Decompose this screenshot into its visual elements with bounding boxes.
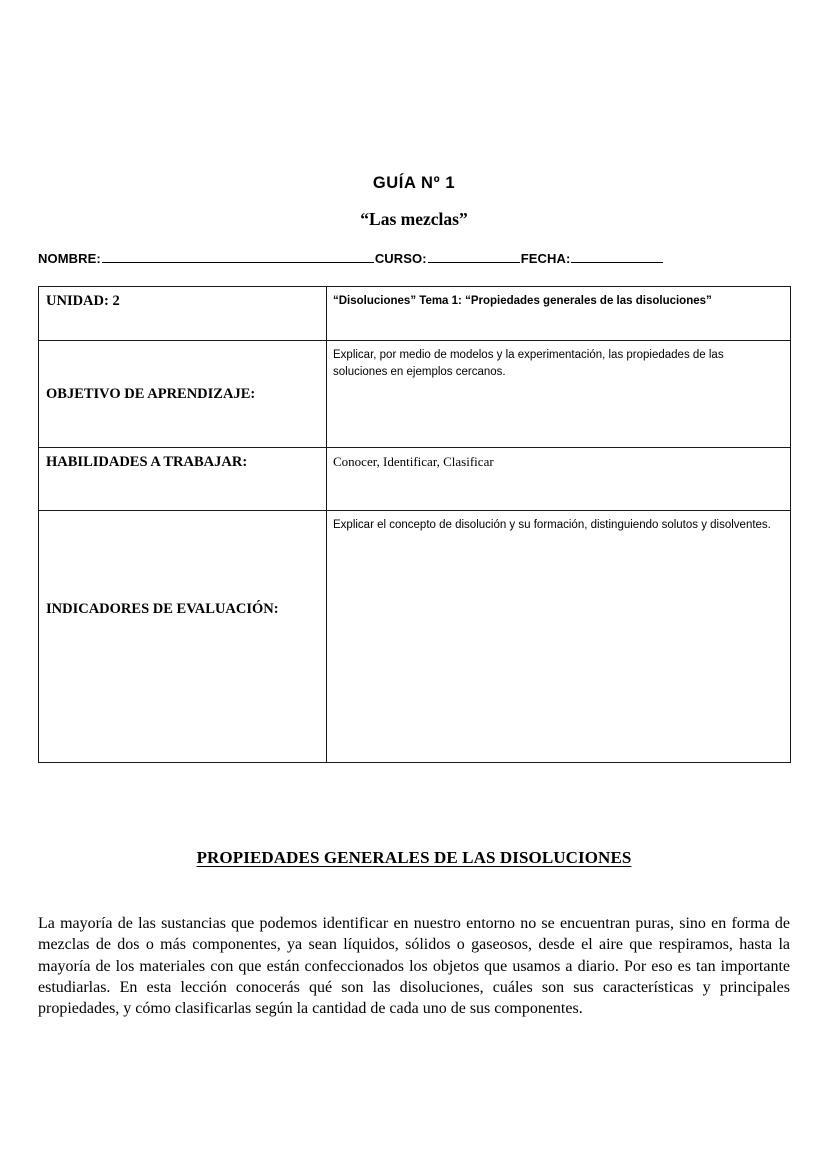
section-heading: PROPIEDADES GENERALES DE LAS DISOLUCIONES bbox=[196, 848, 632, 867]
nombre-label: NOMBRE: bbox=[38, 251, 101, 266]
indicadores-label: INDICADORES DE EVALUACIÓN: bbox=[46, 601, 279, 617]
table-row bbox=[39, 511, 791, 763]
curso-label: CURSO: bbox=[374, 251, 427, 266]
curso-input[interactable] bbox=[428, 251, 520, 263]
indicadores-value-cell bbox=[327, 511, 791, 763]
objetivo-value: Explicar, por medio de modelos y la experimentación, las propiedades de las soluciones en ejemplos cercanos. bbox=[333, 349, 724, 379]
table-row bbox=[39, 287, 791, 341]
page-title: GUÍA Nº 1 bbox=[372, 174, 456, 192]
table-row bbox=[39, 448, 791, 511]
page-subtitle: “Las mezclas” bbox=[360, 209, 468, 229]
habilidades-label-cell bbox=[39, 448, 327, 511]
objetivo-label-cell bbox=[39, 341, 327, 448]
indicadores-value: Explicar el concepto de disolución y su formación, distinguiendo solutos y disolventes. bbox=[333, 519, 771, 531]
unidad-value-cell bbox=[327, 287, 791, 341]
objetivo-label: OBJETIVO DE APRENDIZAJE: bbox=[46, 385, 256, 402]
section-paragraph: La mayoría de las sustancias que podemos identificar en nuestro entorno no se encuentran puras, sino en forma de mezclas de dos o más componentes, ya sean líquidos, sólidos o gaseosos, desde el aire que respiramos, hasta la mayoría de los materiales con que están confeccionados los objetos que usamos a diario. Por eso es tan importante estudiarlas. En esta lección conocerás qué son las disoluciones, cuáles son sus características y principales propiedades, y cómo clasificarlas según la cantidad de cada uno de sus componentes. bbox=[38, 915, 790, 1018]
unidad-label-cell bbox=[39, 287, 327, 341]
fecha-label: FECHA: bbox=[520, 251, 571, 266]
unidad-label: UNIDAD: 2 bbox=[46, 293, 120, 309]
objetivo-value-cell bbox=[327, 341, 791, 448]
fecha-input[interactable] bbox=[571, 251, 663, 263]
indicadores-label-cell bbox=[39, 511, 327, 763]
nombre-input[interactable] bbox=[102, 251, 374, 263]
habilidades-value: Conocer, Identificar, Clasificar bbox=[333, 454, 494, 469]
habilidades-value-cell bbox=[327, 448, 791, 511]
student-info-line bbox=[38, 251, 790, 266]
habilidades-label: HABILIDADES A TRABAJAR: bbox=[46, 454, 248, 470]
lesson-info-table bbox=[38, 286, 791, 763]
table-row bbox=[39, 341, 791, 448]
unidad-value: “Disoluciones” Tema 1: “Propiedades generales de las disoluciones” bbox=[333, 295, 712, 307]
